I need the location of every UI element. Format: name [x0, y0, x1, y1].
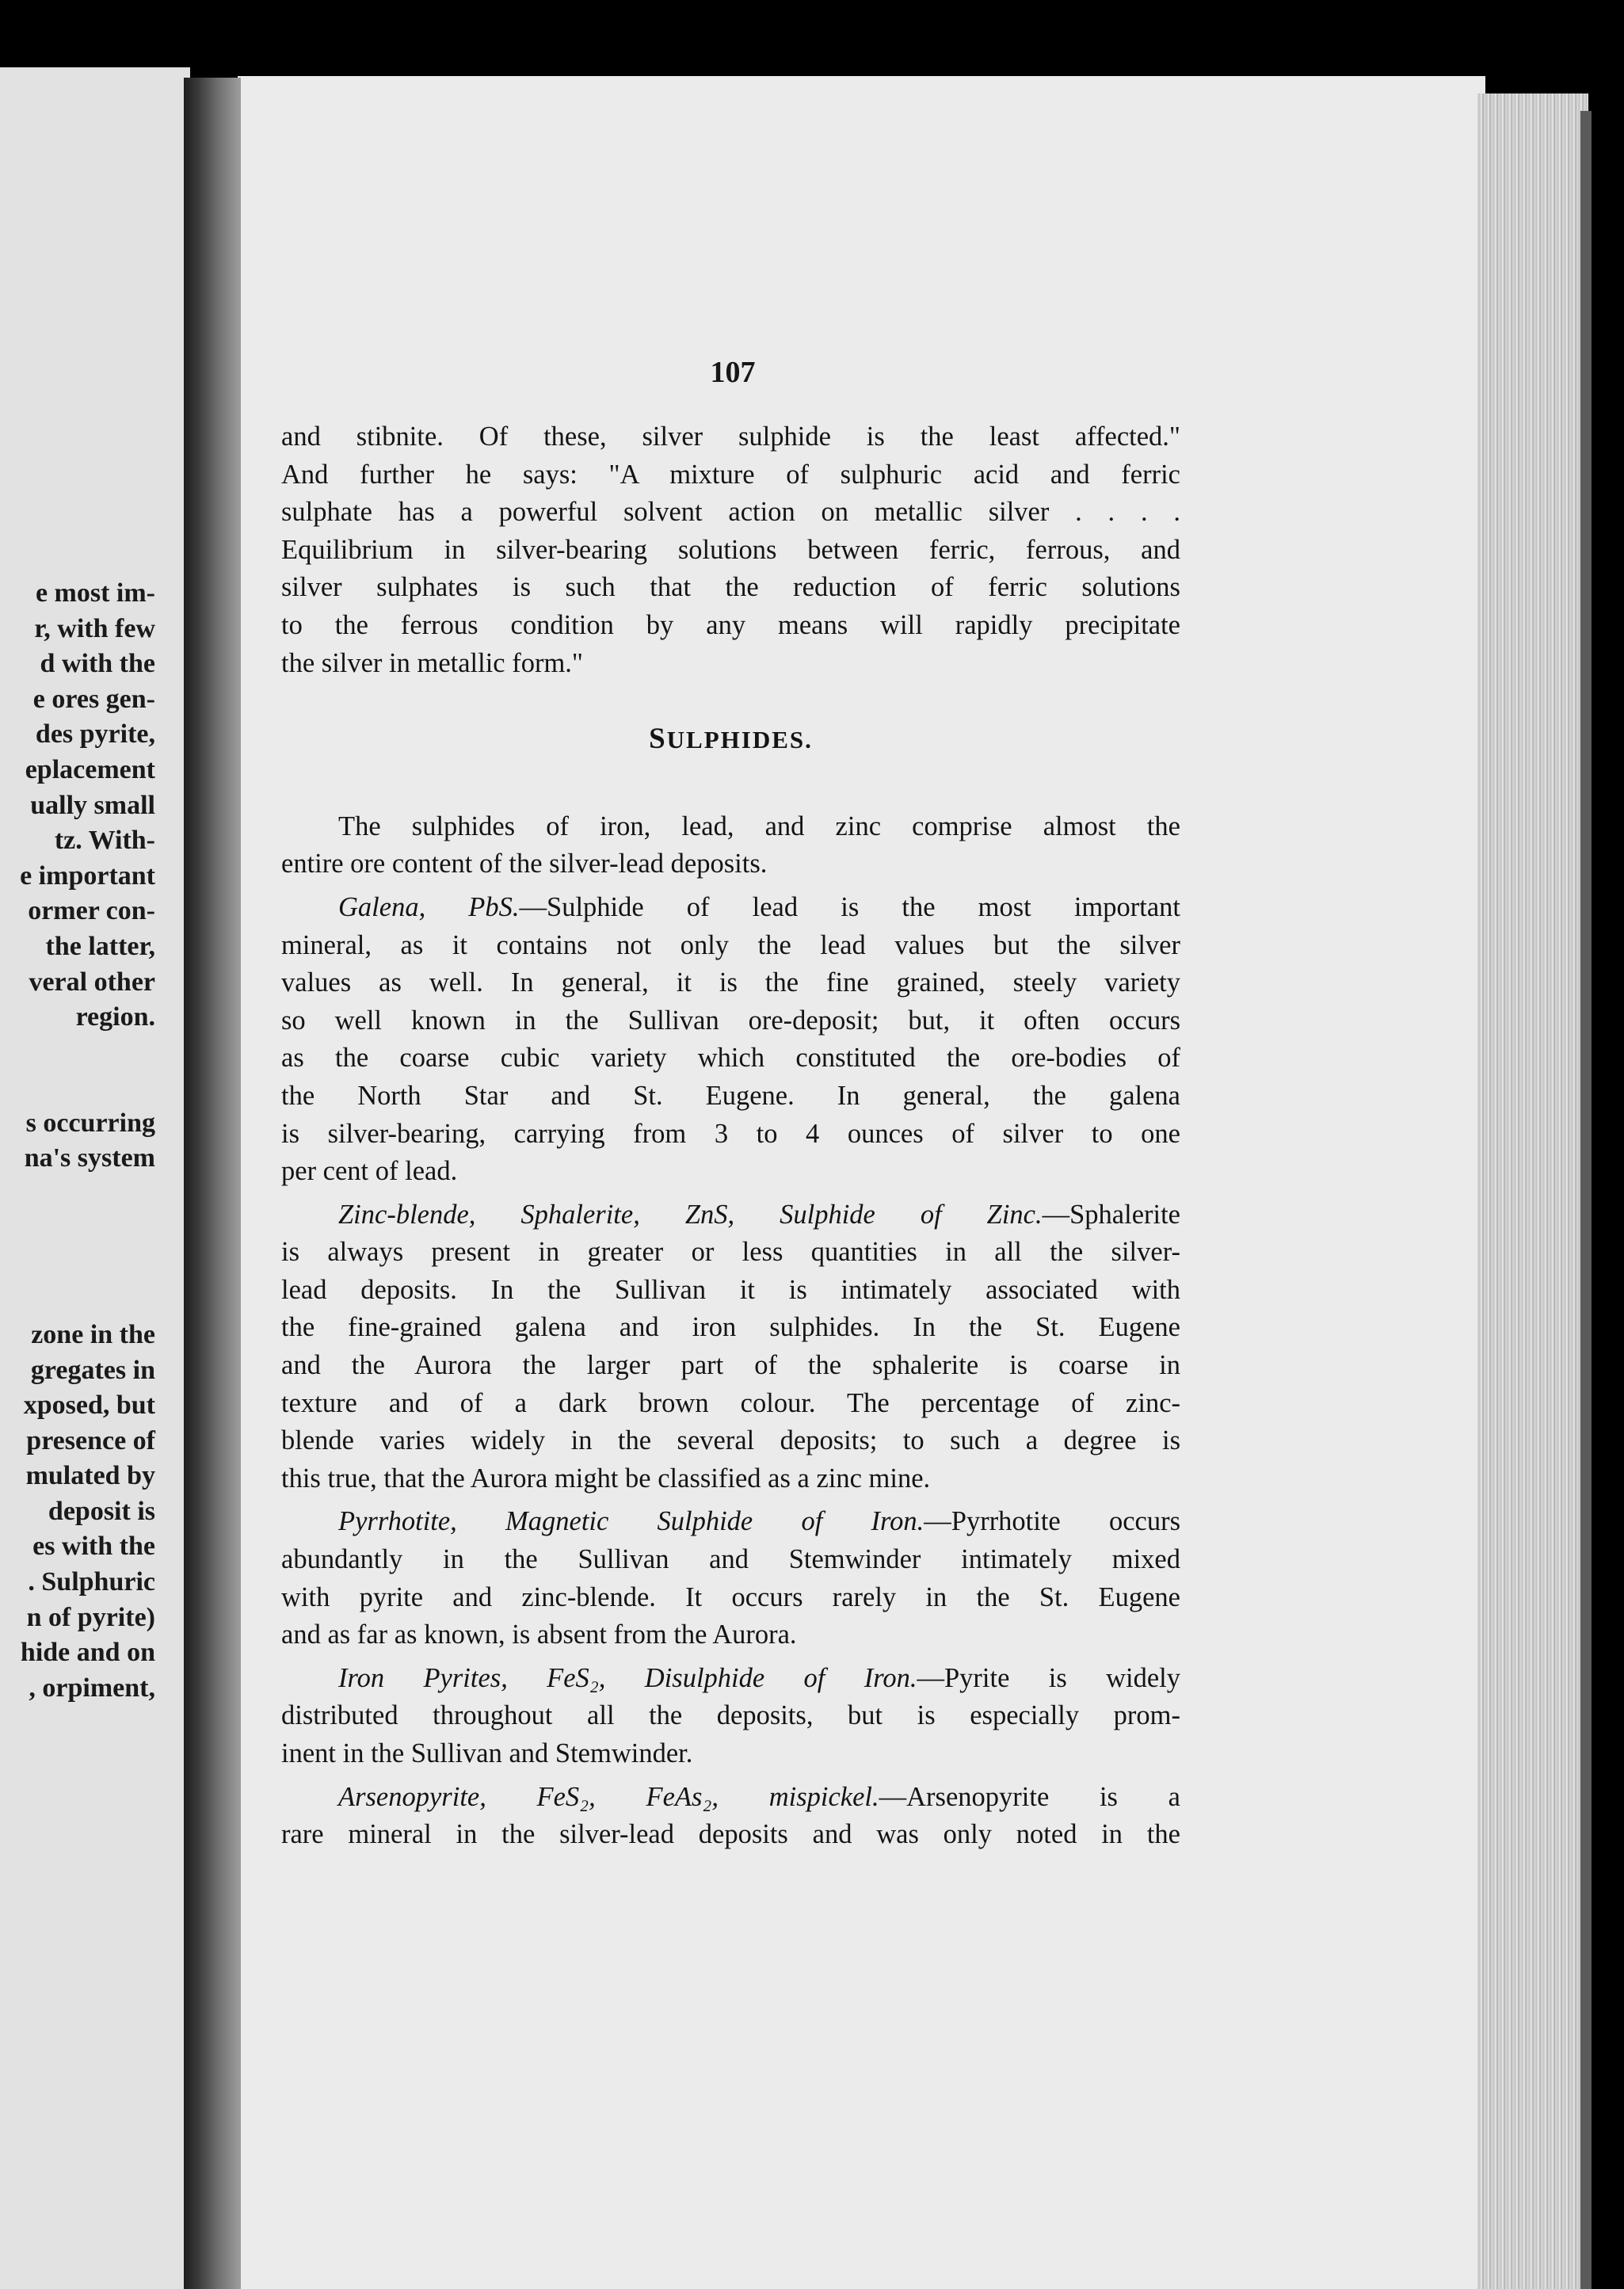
facing-line: veral other	[29, 967, 155, 997]
facing-gap	[20, 1036, 155, 1106]
facing-line: the latter,	[45, 931, 155, 961]
text-line: per cent of lead.	[281, 1156, 458, 1187]
entry-title: Arsenopyrite, FeS₂, FeAs₂, mispickel.	[338, 1781, 879, 1812]
paragraph-gap	[281, 883, 1180, 889]
facing-line: ormer con-	[28, 896, 155, 926]
facing-line: des pyrite,	[35, 719, 155, 750]
facing-line: ually small	[30, 790, 155, 820]
text-line	[281, 1196, 1180, 1234]
text-line: sulphate has a powerful solvent action on metallic silver . . . .	[281, 497, 1180, 528]
facing-line: mulated by	[25, 1461, 155, 1491]
text-line: the silver in metallic form."	[281, 647, 584, 678]
text-line: with pyrite and zinc-blende. It occurs rarely in the St. Eugene	[281, 1581, 1180, 1612]
text-line	[281, 1660, 1180, 1698]
section-heading	[281, 720, 1180, 759]
facing-line: zone in the	[31, 1319, 155, 1349]
facing-line: , orpiment,	[29, 1673, 155, 1703]
text-line: And further he says: "A mixture of sulphuric acid and ferric	[281, 459, 1180, 490]
page-edge-shadow	[1580, 111, 1592, 2289]
entry-text: —Arsenopyrite is a	[879, 1781, 1180, 1812]
text-line: and stibnite. Of these, silver sulphide is the least affected."	[281, 422, 1180, 452]
facing-line: tz. With-	[54, 826, 155, 856]
entry-title: Galena, PbS.	[338, 891, 520, 922]
text-line: and the Aurora the larger part of the sphalerite is coarse in	[281, 1350, 1180, 1381]
text-line: silver sulphates is such that the reduction of ferric solutions	[281, 572, 1180, 603]
entry-text: —Sulphide of lead is the most important	[519, 891, 1180, 922]
text-line	[281, 889, 1180, 927]
text-line: entire ore content of the silver-lead deposits.	[281, 849, 768, 879]
text-line	[281, 1503, 1180, 1541]
facing-line: eplacement	[25, 754, 155, 784]
text-line: this true, that the Aurora might be classified as a zinc mine.	[281, 1463, 931, 1494]
paragraph-gap	[281, 1191, 1180, 1196]
text-line: mineral, as it contains not only the lead values but the silver	[281, 929, 1180, 960]
entry-title: Zinc-blende, Sphalerite, ZnS, Sulphide of Zinc.	[338, 1199, 1043, 1230]
facing-line: deposit is	[48, 1496, 155, 1526]
facing-line: r, with few	[34, 613, 155, 643]
text-line: distributed throughout all the deposits, but is especially prom-	[281, 1700, 1180, 1731]
facing-line: gregates in	[30, 1355, 155, 1385]
entry-title: Pyrrhotite, Magnetic Sulphide of Iron.	[338, 1506, 924, 1537]
facing-line: e ores gen-	[32, 684, 155, 714]
text-line: texture and of a dark brown colour. The percentage of zinc-	[281, 1387, 1180, 1418]
facing-line: e important	[20, 860, 155, 891]
facing-line: presence of	[26, 1425, 155, 1455]
facing-line: na's system	[24, 1143, 155, 1173]
page-edges	[1477, 93, 1588, 2289]
text-line: values as well. In general, it is the fine grained, steely variety	[281, 967, 1180, 998]
text-line: as the coarse cubic variety which constituted the ore-bodies of	[281, 1043, 1180, 1074]
facing-page	[0, 67, 190, 2289]
text-line: the North Star and St. Eugene. In general, the galena	[281, 1080, 1180, 1111]
heading-rest: ULPHIDES.	[666, 726, 813, 754]
text-line: rare mineral in the silver-lead deposits and was only noted in the	[281, 1819, 1180, 1850]
facing-gap	[20, 1177, 155, 1318]
page-number: 107	[710, 356, 756, 389]
text-line: inent in the Sullivan and Stemwinder.	[281, 1738, 693, 1768]
page-text	[281, 418, 1180, 1854]
entry-text: —Pyrrhotite occurs	[924, 1506, 1180, 1537]
facing-line: n of pyrite)	[26, 1602, 155, 1632]
text-line: is always present in greater or less quantities in all the silver-	[281, 1237, 1180, 1268]
paragraph-gap	[281, 1654, 1180, 1660]
facing-line: d with the	[40, 649, 155, 679]
text-line: blende varies widely in the several deposits; to such a degree is	[281, 1425, 1180, 1456]
text-line: lead deposits. In the Sullivan it is intimately associated with	[281, 1274, 1180, 1305]
text-line: abundantly in the Sullivan and Stemwinder intimately mixed	[281, 1544, 1180, 1575]
paragraph-gap	[281, 1773, 1180, 1779]
facing-line: region.	[75, 1002, 155, 1032]
facing-line: s occurring	[25, 1108, 155, 1138]
text-line: Equilibrium in silver-bearing solutions between ferric, ferrous, and	[281, 534, 1180, 565]
heading-initial: S	[649, 723, 667, 756]
gutter-shadow	[184, 78, 241, 2289]
facing-page-text	[20, 576, 155, 1706]
facing-line: xposed, but	[23, 1391, 155, 1421]
text-line: the fine-grained galena and iron sulphides. In the St. Eugene	[281, 1312, 1180, 1343]
facing-line: es with the	[32, 1532, 155, 1562]
entry-text: —Pyrite is widely	[917, 1662, 1180, 1693]
paragraph-gap	[281, 1497, 1180, 1503]
facing-line: . Sulphuric	[28, 1567, 155, 1597]
text-line: is silver-bearing, carrying from 3 to 4 ounces of silver to one	[281, 1118, 1180, 1149]
text-line: to the ferrous condition by any means will rapidly precipitate	[281, 609, 1180, 640]
text-line: The sulphides of iron, lead, and zinc comprise almost the	[338, 811, 1180, 841]
facing-line: e most im-	[35, 578, 155, 608]
text-line	[281, 1779, 1180, 1817]
text-line: so well known in the Sullivan ore-deposit; but, it often occurs	[281, 1005, 1180, 1036]
text-line: and as far as known, is absent from the Aurora.	[281, 1619, 797, 1650]
entry-text: —Sphalerite	[1042, 1199, 1180, 1230]
facing-line: hide and on	[20, 1638, 155, 1668]
entry-title: Iron Pyrites, FeS₂, Disulphide of Iron.	[338, 1662, 917, 1693]
